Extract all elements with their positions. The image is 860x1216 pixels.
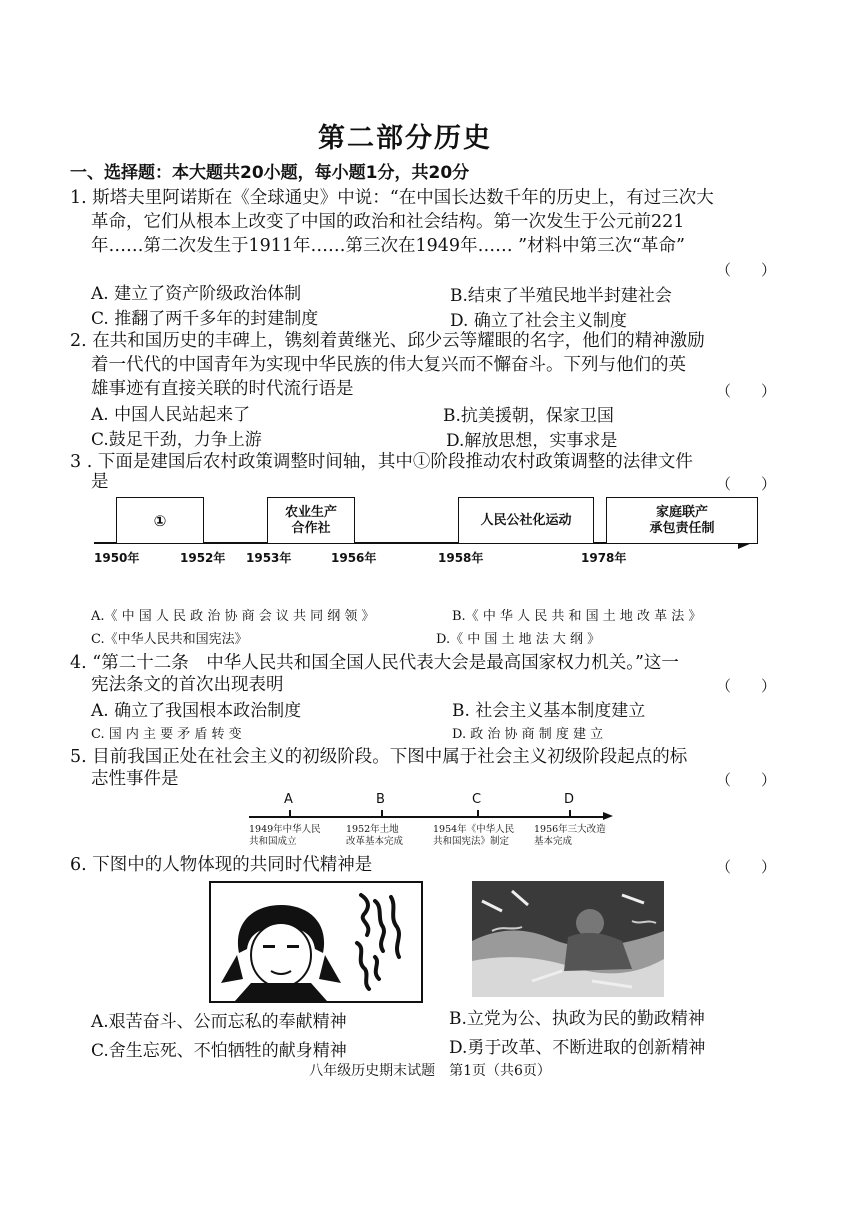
- q6-line-1: 6. 下图中的人物体现的共同时代精神是: [70, 855, 373, 875]
- lei-feng-portrait-image: [209, 881, 423, 1003]
- q4-option-d: D. 政 治 协 商 制 度 建 立: [452, 727, 604, 742]
- q4-option-c: C. 国 内 主 要 矛 盾 转 变: [91, 727, 242, 742]
- q3-line-2: 是: [91, 472, 109, 492]
- q1-option-a: A. 建立了资产阶级政治体制: [91, 284, 302, 304]
- q5-tick-d: [569, 810, 571, 817]
- q5-tick-a: [289, 810, 291, 817]
- q3-line-1: 3 . 下面是建国后农村政策调整时间轴，其中①阶段推动农村政策调整的法律文件: [70, 452, 693, 472]
- section-heading: 一、选择题：本大题共20小题，每小题1分，共20分: [70, 163, 470, 183]
- page-title: 第二部分历史: [318, 123, 492, 154]
- q4-line-1: 4. “第二十二条 中华人民共和国全国人民代表大会是最高国家权力机关。”这一: [70, 653, 679, 673]
- q5-answer-paren: （ ）: [716, 771, 777, 789]
- q5-timeline-axis: [249, 816, 604, 818]
- battle-photo-image: [472, 881, 664, 997]
- q4-answer-paren: （ ）: [716, 677, 777, 695]
- q5-event-a: 1949年中华人民 共和国成立: [249, 824, 321, 847]
- q2-option-a: A. 中国人民站起来了: [91, 405, 251, 425]
- q1-option-c: C. 推翻了两千多年的封建制度: [91, 309, 319, 329]
- timeline-year-1950: 1950年: [94, 551, 140, 565]
- q1-option-b: B.结束了半殖民地半封建社会: [450, 286, 672, 306]
- timeline-year-1978: 1978年: [581, 551, 627, 565]
- q6-option-d: D.勇于改革、不断进取的创新精神: [449, 1038, 706, 1058]
- q5-event-d: 1956年三大改造 基本完成: [534, 824, 606, 847]
- q5-letter-a: A: [284, 792, 293, 807]
- q2-option-d: D.解放思想，实事求是: [446, 431, 618, 451]
- q4-line-2: 宪法条文的首次出现表明: [91, 675, 284, 695]
- q2-line-3: 雄事迹有直接关联的时代流行语是: [91, 379, 354, 399]
- q1-line-2: 革命，它们从根本上改变了中国的政治和社会结构。第一次发生于公元前221: [91, 212, 685, 232]
- q1-option-d: D. 确立了社会主义制度: [450, 311, 627, 331]
- q2-option-c: C.鼓足干劲，力争上游: [91, 430, 262, 450]
- q5-tick-c: [477, 810, 479, 817]
- q1-line-1: 1. 斯塔夫里阿诺斯在《全球通史》中说：“在中国长达数千年的历史上，有过三次大: [70, 188, 714, 208]
- q3-option-a: A.《 中 国 人 民 政 治 协 商 会 议 共 同 纲 领 》: [91, 609, 375, 624]
- q3-option-d: D.《 中 国 土 地 法 大 纲 》: [436, 632, 601, 647]
- q4-option-a: A. 确立了我国根本政治制度: [91, 701, 302, 721]
- q6-answer-paren: （ ）: [716, 858, 777, 876]
- timeline-year-1958: 1958年: [438, 551, 484, 565]
- q5-letter-c: C: [472, 792, 482, 807]
- q6-option-b: B.立党为公、执政为民的勤政精神: [449, 1009, 705, 1029]
- q3-answer-paren: （ ）: [716, 475, 777, 493]
- q3-option-c: C.《中华人民共和国宪法》: [91, 632, 248, 647]
- q1-line-3: 年……第二次发生于1911年……第三次在1949年…… ”材料中第三次“革命”: [91, 236, 685, 256]
- timeline-box-4: 家庭联产 承包责任制: [606, 497, 758, 544]
- timeline-box-2: 农业生产 合作社: [267, 497, 355, 544]
- q5-line-2: 志性事件是: [91, 769, 179, 789]
- q5-letter-d: D: [564, 792, 575, 807]
- timeline-box-3: 人民公社化运动: [458, 497, 594, 544]
- q5-tick-b: [381, 810, 383, 817]
- page-footer: 八年级历史期末试题 第1页（共6页）: [309, 1063, 551, 1079]
- timeline-box-1: ①: [116, 497, 204, 544]
- q1-answer-paren: （ ）: [716, 261, 777, 279]
- q2-answer-paren: （ ）: [716, 382, 777, 400]
- q5-line-1: 5. 目前我国正处在社会主义的初级阶段。下图中属于社会主义初级阶段起点的标: [70, 747, 688, 767]
- timeline-year-1956: 1956年: [331, 551, 377, 565]
- q5-timeline-arrow: [603, 812, 613, 820]
- q2-line-2: 着一代代的中国青年为实现中华民族的伟大复兴而不懈奋斗。下列与他们的英: [91, 355, 686, 375]
- q5-letter-b: B: [376, 792, 385, 807]
- q2-line-1: 2. 在共和国历史的丰碑上，镌刻着黄继光、邱少云等耀眼的名字，他们的精神激励: [70, 331, 705, 351]
- q2-option-b: B.抗美援朝，保家卫国: [443, 406, 614, 426]
- q4-option-b: B. 社会主义基本制度建立: [452, 701, 646, 721]
- q6-option-a: A.艰苦奋斗、公而忘私的奉献精神: [91, 1012, 347, 1032]
- q6-option-c: C.舍生忘死、不怕牺牲的献身精神: [91, 1041, 347, 1061]
- q5-event-c: 1954年《中华人民 共和国宪法》制定: [433, 824, 515, 847]
- q3-option-b: B.《 中 华 人 民 共 和 国 土 地 改 革 法 》: [452, 609, 702, 624]
- timeline-year-1952: 1952年: [180, 551, 226, 565]
- q5-event-b: 1952年土地 改革基本完成: [346, 824, 404, 847]
- timeline-year-1953: 1953年: [246, 551, 292, 565]
